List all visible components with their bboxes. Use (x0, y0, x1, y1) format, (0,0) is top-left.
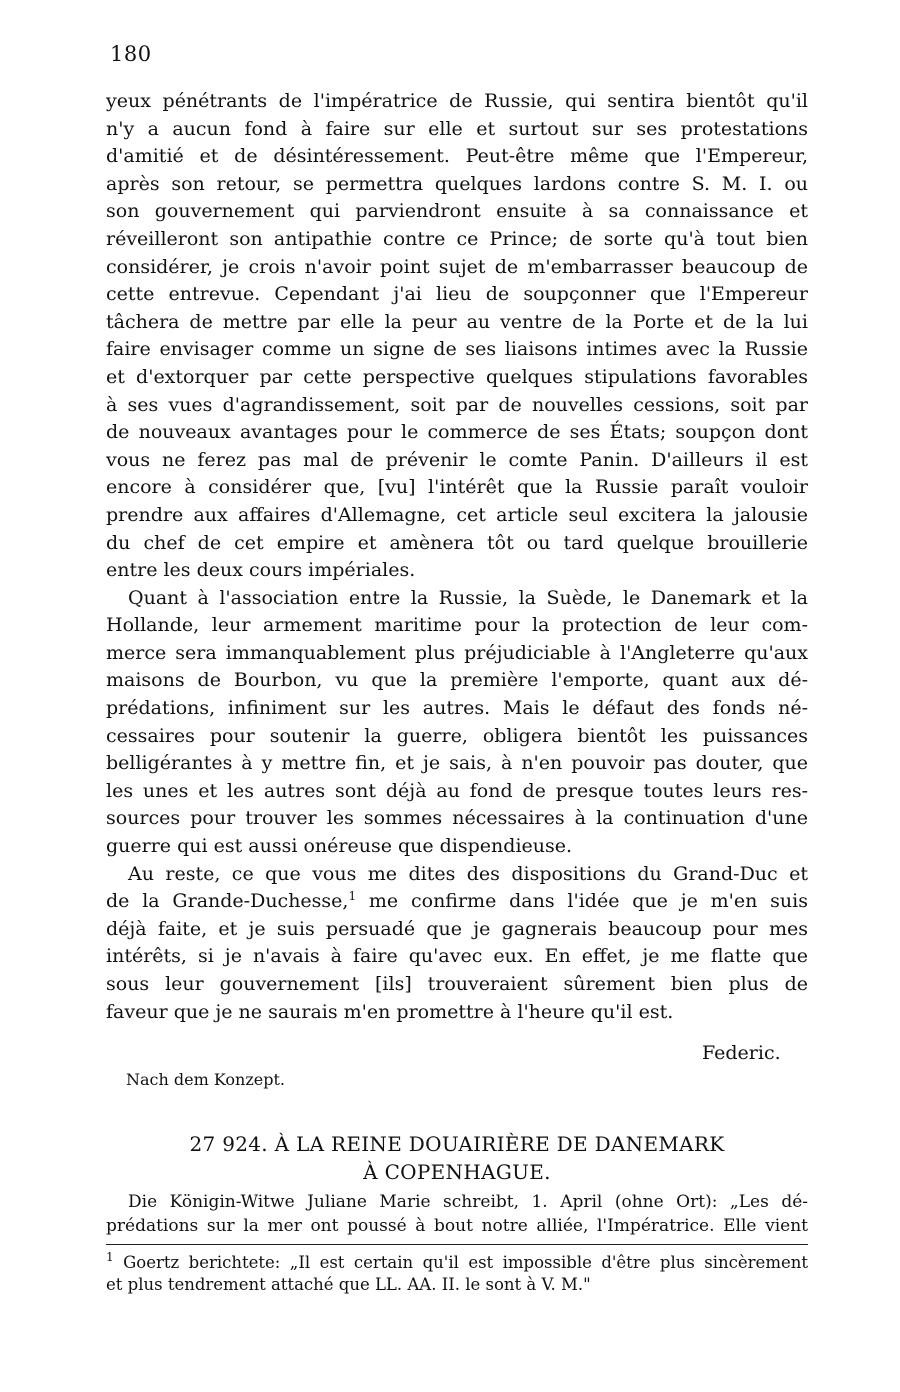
footnote (106, 1252, 808, 1296)
heading-line: À COPENHAGUE. (363, 1160, 551, 1184)
body-line: maisons de Bourbon, vu que la première l'emporte, quant aux dé- (106, 669, 808, 692)
letter-intro (106, 1190, 808, 1238)
body-line: du chef de cet empire et amènera tôt ou tard quelque brouillerie (106, 531, 808, 554)
body-line: merce sera immanquablement plus préjudiciable à l'Angleterre qu'aux (106, 641, 808, 664)
page-number: 180 (110, 42, 152, 66)
body-line: prendre aux affaires d'Allemagne, cet article seul excitera la jalousie (106, 503, 808, 526)
body-line: encore à considérer que, [vu] l'intérêt que la Russie paraît vouloir (106, 476, 808, 499)
body-line: de nouveaux avantages pour le commerce de ses États; soupçon dont (106, 421, 808, 444)
source-note: Nach dem Konzept. (126, 1070, 285, 1089)
body-line: vous ne ferez pas mal de prévenir le comte Panin. D'ailleurs il est (106, 448, 808, 471)
body-line: Quant à l'association entre la Russie, la Suède, le Danemark et la (128, 586, 808, 609)
body-line: les unes et les autres sont déjà au fond de presque toutes leurs res- (106, 779, 808, 802)
body-line: intérêts, si je n'avais à faire qu'avec eux. En effet, je me flatte que (106, 945, 808, 968)
body-line: guerre qui est aussi onéreuse que dispendieuse. (106, 835, 573, 858)
letter-heading (106, 1130, 808, 1186)
footnote-text: Goertz berichtete: „Il est certain qu'il est impossible d'être plus sincèrement (113, 1253, 808, 1272)
heading-line: 27 924. À LA REINE DOUAIRIÈRE DE DANEMARK (189, 1132, 725, 1156)
body-line: prédations, infiniment sur les autres. Mais le défaut des fonds né- (106, 697, 808, 720)
footnote-line: et plus tendrement attaché que LL. AA. II. le sont à V. M." (106, 1275, 591, 1294)
body-line: entre les deux cours impériales. (106, 559, 416, 582)
footnote-line (106, 1252, 808, 1274)
letter-body (106, 88, 808, 1026)
body-line: n'y a aucun fond à faire sur elle et surtout sur ses protestations (106, 117, 808, 140)
body-line: yeux pénétrants de l'impératrice de Russie, qui sentira bientôt qu'il (106, 90, 808, 112)
body-line: faveur que je ne saurais m'en promettre à l'heure qu'il est. (106, 1000, 674, 1023)
footnote-reference: 1 (348, 889, 357, 904)
body-line: d'amitié et de désintéressement. Peut-être même que l'Empereur, (106, 145, 808, 168)
body-line: sous leur gouvernement [ils] trouveraient sûrement bien plus de (106, 973, 808, 995)
body-line: Hollande, leur armement maritime pour la protection de leur com- (106, 614, 808, 637)
body-line: à ses vues d'agrandissement, soit par de nouvelles cessions, soit par (106, 393, 808, 416)
body-line: sources pour trouver les sommes nécessaires à la continuation d'une (106, 807, 808, 830)
body-line: réveilleront son antipathie contre ce Prince; de sorte qu'à tout bien (106, 227, 808, 250)
intro-line: Die Königin-Witwe Juliane Marie schreibt, 1. April (ohne Ort): „Les dé- (128, 1192, 808, 1212)
body-line: déjà faite, et je suis persuadé que je gagnerais beaucoup pour mes (106, 917, 808, 940)
body-line: Au reste, ce que vous me dites des dispositions du Grand-Duc et (128, 862, 808, 885)
body-line: belligérantes à y mettre fin, et je sais, à n'en pouvoir pas douter, que (106, 752, 808, 775)
footnote-divider (106, 1244, 808, 1245)
body-line: faire envisager comme un signe de ses liaisons intimes avec la Russie (106, 338, 808, 361)
footnote-marker: 1 (106, 1250, 114, 1264)
body-line: et d'extorquer par cette perspective quelques stipulations favorables (106, 365, 808, 388)
intro-line: prédations sur la mer ont poussé à bout notre alliée, l'Impératrice. Elle vient (106, 1216, 808, 1236)
body-line: considérer, je crois n'avoir point sujet de m'embarrasser beaucoup de (106, 255, 808, 278)
body-line: après son retour, se permettra quelques lardons contre S. M. I. ou (106, 172, 808, 195)
body-line: tâchera de mettre par elle la peur au ventre de la Porte et de la lui (106, 310, 808, 333)
signature: Federic. (702, 1042, 781, 1064)
body-line: son gouvernement qui parviendront ensuite à sa connaissance et (106, 200, 808, 223)
body-line-end: me confirme dans l'idée que je m'en suis (356, 890, 809, 913)
body-line: cessaires pour soutenir la guerre, obligera bientôt les puissances (106, 724, 808, 747)
body-line-start: de la Grande-Duchesse, (106, 890, 349, 913)
body-line: cette entrevue. Cependant j'ai lieu de soupçonner que l'Empereur (106, 283, 808, 306)
body-line (106, 888, 808, 916)
